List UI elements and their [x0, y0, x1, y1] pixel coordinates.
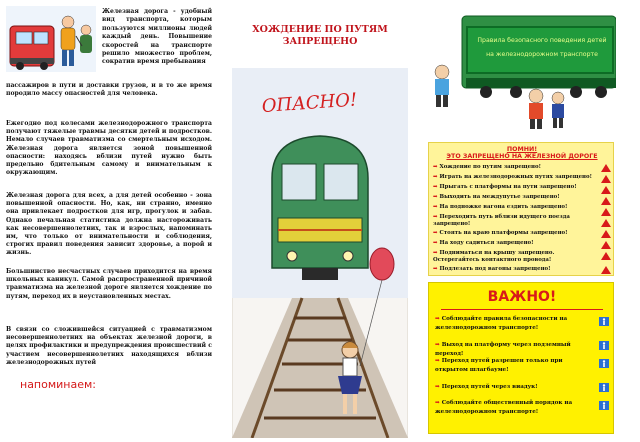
- rules-column: [426, 6, 616, 438]
- paragraph-holidays: Большинство несчастных случаев приходится на время школьных каникул. Самой распространенной причиной травматизма на железной дороге является хождение по путям, переход их в неустановленных местах.: [6, 268, 212, 300]
- warning-sign-icon: [601, 241, 611, 249]
- rule-item: ➡ Подниматься на крышу запрещено. Остерегайтесь контактного провода!: [433, 250, 555, 263]
- info-column: [6, 6, 212, 438]
- forbidden-rules-box: [428, 142, 614, 276]
- rules-heading: [429, 146, 615, 161]
- arrow-right-icon: ➡: [433, 240, 438, 246]
- pedestrian-sign-icon: [599, 401, 609, 410]
- arrow-right-icon: ➡: [433, 204, 438, 210]
- warning-sign-icon: [601, 252, 611, 260]
- warning-sign-icon: [601, 175, 611, 183]
- warning-sign-icon: [601, 230, 611, 238]
- important-box: [428, 282, 614, 434]
- poster-column: [220, 6, 420, 438]
- banner-text: [474, 34, 610, 62]
- rule-item: ➡ Выходить на междупутье запрещено!: [433, 194, 560, 200]
- important-item: ➡ Переход путей через виадук!: [435, 384, 538, 390]
- rule-item: ➡ Играть на железнодорожных путях запрещено!: [433, 174, 592, 180]
- arrow-right-icon: ➡: [433, 266, 438, 272]
- arrow-right-icon: ➡: [433, 214, 438, 220]
- arrow-right-icon: ➡: [433, 194, 438, 200]
- arrow-right-icon: ➡: [435, 316, 440, 322]
- paragraph-danger-zone: Железная дорога для всех, а для детей особенно - зона повышенной опасности. Но, как, ни странно, именно она привлекает подростков для игр, прогулок и забав. Однако печальная статистика должна настороживать как несовершеннолетних, так и взрослых, напоминать им, что только от внимательности и соблюдения, строгих правил поведения зависит здоровье, а порой и жизнь.: [6, 192, 212, 257]
- warning-sign-icon: [601, 197, 611, 205]
- important-item: ➡ Соблюдайте правила безопасности на железнодорожном транспорте!: [435, 316, 568, 331]
- remind-heading: напоминаем:: [20, 378, 97, 391]
- warning-sign-icon: [601, 186, 611, 194]
- warning-sign-icon: [601, 266, 611, 274]
- important-divider: [441, 309, 603, 310]
- arrow-right-icon: ➡: [433, 250, 438, 256]
- banner-line-2: на железнодорожном транспорте: [486, 51, 598, 58]
- arrow-right-icon: ➡: [435, 358, 440, 364]
- important-item: ➡ Переход путей разрешен только при открытом шлагбауме!: [435, 358, 563, 373]
- rule-item: ➡ Хождение по путям запрещено!: [433, 164, 541, 170]
- railway-workers-illustration-icon: [6, 6, 96, 72]
- arrow-right-icon: ➡: [435, 384, 440, 390]
- rule-item: ➡ Прыгать с платформы на пути запрещено!: [433, 184, 577, 190]
- intro-continuation: пассажиров в пути и доставки грузов, и в то же время породило массу опасностей для человека.: [6, 82, 212, 98]
- warning-sign-icon: [601, 208, 611, 216]
- title-banner: [466, 26, 614, 74]
- intro-text: Железная дорога - удобный вид транспорта, которым пользуются миллионы людей каждый день. Повышение скоростей на транспорте решило множество проблем, сократив время пребывания: [102, 8, 212, 66]
- arrow-right-icon: ➡: [433, 230, 438, 236]
- pedestrian-sign-icon: [599, 383, 609, 392]
- rule-item: ➡ Подлезать под вагоны запрещено!: [433, 266, 551, 272]
- rule-item: ➡ На подножке вагона ездить запрещено!: [433, 204, 568, 210]
- paragraph-injuries: Ежегодно под колесами железнодорожного транспорта получают тяжелые травмы десятки детей и подростков. Немало случаев травматизма со смертельным исходом. Железная дорога является зоной повышенной опасности: находясь вблизи путей нужно быть предельно бдительным самому и внимательным к окружающим.: [6, 120, 212, 177]
- rule-item: ➡ Стоять на краю платформы запрещено!: [433, 230, 568, 236]
- important-item: ➡ Выход на платформу через подземный переход!: [435, 342, 571, 357]
- pedestrian-sign-icon: [599, 341, 609, 350]
- rule-item: ➡ На ходу садиться запрещено!: [433, 240, 534, 246]
- important-item: ➡ Соблюдайте общественный порядок на железнодорожном транспорте!: [435, 400, 573, 415]
- pedestrian-sign-icon: [599, 359, 609, 368]
- warning-sign-icon: [601, 219, 611, 227]
- pedestrian-sign-icon: [599, 317, 609, 326]
- arrow-right-icon: ➡: [433, 164, 438, 170]
- drawing-caption: ОПАСНО!: [261, 89, 358, 118]
- banner-line-1: Правила безопасного поведения детей: [477, 37, 607, 44]
- warning-sign-icon: [601, 164, 611, 172]
- rule-item: ➡ Переходить путь вблизи идущего поезда запрещено!: [433, 214, 570, 227]
- arrow-right-icon: ➡: [433, 174, 438, 180]
- train-and-girl-drawing-icon: [232, 68, 408, 438]
- paragraph-prevention: В связи со сложившейся ситуацией с травматизмом несовершеннолетних на объектах железной дороги, в целях профилактики и предупреждения происшествий с участием несовершеннолетних находящихся вблизи железнодорожных путей: [6, 326, 212, 366]
- poster-title: ХОЖДЕНИЕ ПО ПУТЯМ ЗАПРЕЩЕНО: [252, 24, 388, 47]
- arrow-right-icon: ➡: [435, 342, 440, 348]
- rules-heading-forbidden: ЭТО ЗАПРЕЩЕНО НА ЖЕЛЕЗНОЙ ДОРОГЕ: [446, 153, 598, 161]
- arrow-right-icon: ➡: [435, 400, 440, 406]
- arrow-right-icon: ➡: [433, 184, 438, 190]
- rules-heading-remember: ПОМНИ!: [506, 146, 538, 153]
- important-title: ВАЖНО!: [487, 289, 557, 305]
